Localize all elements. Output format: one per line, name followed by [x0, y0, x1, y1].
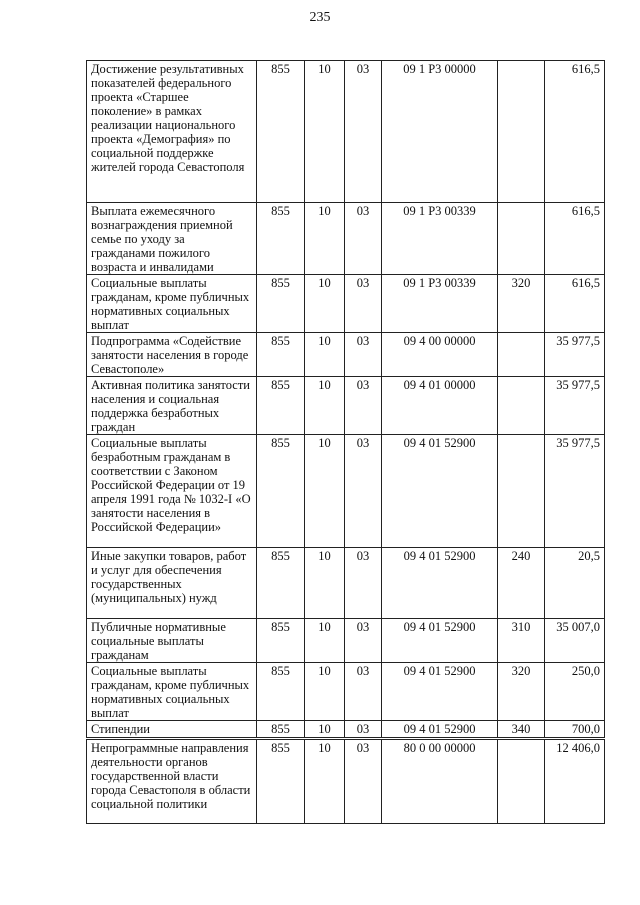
row-target-article-cell: 09 1 P3 00000: [382, 61, 498, 203]
row-amount-cell: 616,5: [545, 61, 605, 203]
table-row: [87, 275, 605, 333]
row-grbs-cell: 855: [257, 548, 305, 619]
row-name-cell: Активная политика занятости населения и социальная поддержка безработных граждан: [87, 377, 257, 435]
row-grbs-cell: 855: [257, 619, 305, 663]
row-expense-type-cell: [498, 377, 545, 435]
row-target-article-cell: 09 4 01 52900: [382, 619, 498, 663]
row-expense-type-cell: [498, 203, 545, 275]
row-target-article-cell: 09 1 P3 00339: [382, 275, 498, 333]
row-grbs-cell: 855: [257, 203, 305, 275]
row-target-article-cell: 80 0 00 00000: [382, 739, 498, 824]
row-grbs-cell: 855: [257, 721, 305, 739]
row-amount-cell: 700,0: [545, 721, 605, 739]
row-grbs-cell: 855: [257, 663, 305, 721]
row-subsection-cell: 03: [345, 619, 382, 663]
row-subsection-cell: 03: [345, 377, 382, 435]
row-subsection-cell: 03: [345, 739, 382, 824]
row-grbs-cell: 855: [257, 377, 305, 435]
row-expense-type-cell: [498, 333, 545, 377]
row-name-cell: Стипендии: [87, 721, 257, 739]
table-row: [87, 435, 605, 548]
row-subsection-cell: 03: [345, 275, 382, 333]
row-name-cell: Иные закупки товаров, работ и услуг для обеспечения государственных (муниципальных) нужд: [87, 548, 257, 619]
row-grbs-cell: 855: [257, 435, 305, 548]
row-expense-type-cell: [498, 435, 545, 548]
table-row: [87, 548, 605, 619]
row-subsection-cell: 03: [345, 548, 382, 619]
row-amount-cell: 35 007,0: [545, 619, 605, 663]
row-target-article-cell: 09 4 01 52900: [382, 435, 498, 548]
row-amount-cell: 616,5: [545, 275, 605, 333]
row-amount-cell: 616,5: [545, 203, 605, 275]
row-amount-cell: 12 406,0: [545, 739, 605, 824]
row-section-cell: 10: [305, 619, 345, 663]
row-subsection-cell: 03: [345, 663, 382, 721]
row-name-cell: Достижение результативных показателей федерального проекта «Старшее поколение» в рамках реализации национального проекта «Демография» по социальной поддержке жителей города Севастополя: [87, 61, 257, 203]
budget-table: [86, 60, 605, 824]
row-section-cell: 10: [305, 377, 345, 435]
row-expense-type-cell: 240: [498, 548, 545, 619]
row-name-cell: Социальные выплаты гражданам, кроме публичных нормативных социальных выплат: [87, 275, 257, 333]
row-name-cell: Непрограммные направления деятельности органов государственной власти города Севастополя в области социальной политики: [87, 739, 257, 824]
row-expense-type-cell: 310: [498, 619, 545, 663]
row-section-cell: 10: [305, 203, 345, 275]
table-row: [87, 739, 605, 824]
row-name-cell: Подпрограмма «Содействие занятости населения в городе Севастополе»: [87, 333, 257, 377]
row-amount-cell: 35 977,5: [545, 377, 605, 435]
table-row: [87, 377, 605, 435]
row-section-cell: 10: [305, 61, 345, 203]
row-expense-type-cell: 320: [498, 275, 545, 333]
row-section-cell: 10: [305, 435, 345, 548]
table-row: [87, 663, 605, 721]
row-section-cell: 10: [305, 548, 345, 619]
row-expense-type-cell: 340: [498, 721, 545, 739]
row-expense-type-cell: 320: [498, 663, 545, 721]
row-target-article-cell: 09 4 01 52900: [382, 663, 498, 721]
row-target-article-cell: 09 4 00 00000: [382, 333, 498, 377]
row-name-cell: Публичные нормативные социальные выплаты гражданам: [87, 619, 257, 663]
row-amount-cell: 35 977,5: [545, 435, 605, 548]
row-amount-cell: 35 977,5: [545, 333, 605, 377]
row-subsection-cell: 03: [345, 203, 382, 275]
row-amount-cell: 20,5: [545, 548, 605, 619]
table-row: [87, 333, 605, 377]
table-row: [87, 203, 605, 275]
budget-table-body: [87, 61, 605, 824]
row-target-article-cell: 09 4 01 52900: [382, 548, 498, 619]
row-section-cell: 10: [305, 275, 345, 333]
row-subsection-cell: 03: [345, 333, 382, 377]
row-grbs-cell: 855: [257, 739, 305, 824]
table-row: [87, 721, 605, 739]
row-subsection-cell: 03: [345, 435, 382, 548]
row-grbs-cell: 855: [257, 61, 305, 203]
table-row: [87, 61, 605, 203]
row-expense-type-cell: [498, 739, 545, 824]
row-name-cell: Выплата ежемесячного вознаграждения приемной семье по уходу за гражданами пожилого возраста и инвалидами: [87, 203, 257, 275]
row-name-cell: Социальные выплаты гражданам, кроме публичных нормативных социальных выплат: [87, 663, 257, 721]
table-row: [87, 619, 605, 663]
row-expense-type-cell: [498, 61, 545, 203]
row-amount-cell: 250,0: [545, 663, 605, 721]
row-section-cell: 10: [305, 739, 345, 824]
page-number: 235: [309, 10, 331, 25]
row-target-article-cell: 09 4 01 00000: [382, 377, 498, 435]
row-subsection-cell: 03: [345, 61, 382, 203]
row-grbs-cell: 855: [257, 333, 305, 377]
row-section-cell: 10: [305, 333, 345, 377]
row-section-cell: 10: [305, 721, 345, 739]
row-target-article-cell: 09 4 01 52900: [382, 721, 498, 739]
row-target-article-cell: 09 1 P3 00339: [382, 203, 498, 275]
row-section-cell: 10: [305, 663, 345, 721]
row-name-cell: Социальные выплаты безработным гражданам в соответствии с Законом Российской Федерации от 19 апреля 1991 года № 1032-I «О занятости населения в Российской Федерации»: [87, 435, 257, 548]
row-subsection-cell: 03: [345, 721, 382, 739]
row-grbs-cell: 855: [257, 275, 305, 333]
